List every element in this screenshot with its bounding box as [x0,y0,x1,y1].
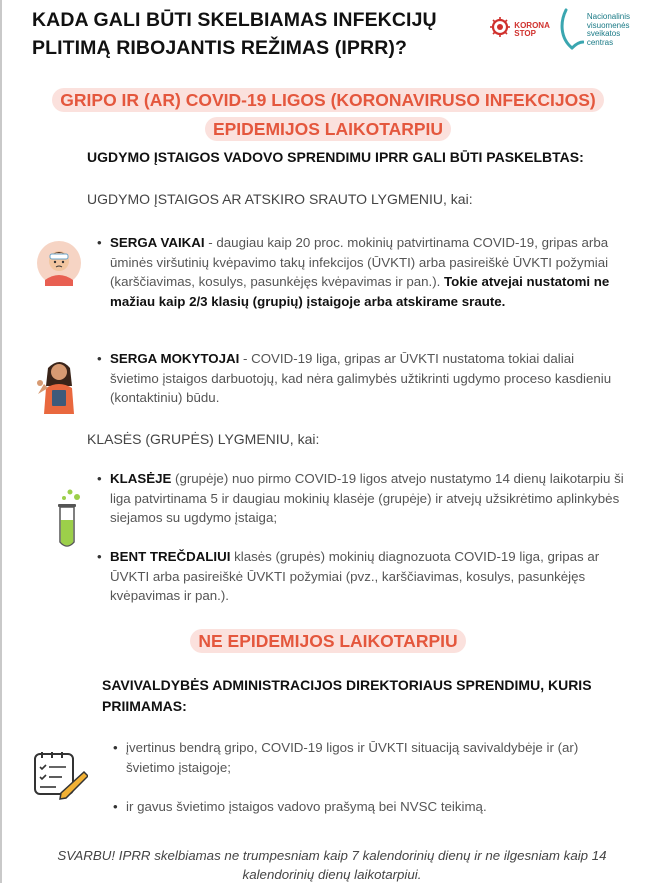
nvsc-logo-line1: Nacionalinis [586,12,630,21]
nvsc-logo [558,8,630,57]
list-item-request-received: • ir gavus švietimo įstaigos vadovo prašymą bei NVSC teikimą. [126,797,626,817]
korona-stop-logo [489,16,550,43]
class-cases-text: (grupėje) nuo pirmo COVID-19 ligos atvejo nustatymo 14 dienų laikotarpiu ši liga patvirtinama 5 ir daugiau mokinių klasėje (grupėje) ir atvejų užsikrėtimo aplinkybės siejamos su ugdymo įstaiga; [110,471,624,525]
section2-heading: SAVIVALDYBĖS ADMINISTRACIJOS DIREKTORIAUS SPRENDIMU, KURIS PRIIMAMAS: [102,677,592,714]
nvsc-logo-icon [558,8,584,57]
list-item-sick-teachers [110,349,625,408]
checklist-icon [32,750,88,805]
korona-logo-line1: KORONA [514,20,550,30]
korona-stop-logo-icon [489,16,511,43]
third-of-class-text: klasės (grupės) mokinių diagnozuota COVID-19 liga, gripas ar ŪVKTI arba pasireiškė ŪVKTI požymiai (pvz., karščiavimas, kosulys, pasunkėjęs kvėpavimas ir pan.). [110,549,600,603]
non-epidemic-period-banner-text: NE EPIDEMIJOS LAIKOTARPIU [190,629,465,653]
class-level-label: KLASĖS (GRUPĖS) LYGMENIU, kai: [87,431,320,447]
epidemic-period-banner-text: GRIPO IR (AR) COVID-19 LIGOS (KORONAVIRUSO INFEKCIJOS) EPIDEMIJOS LAIKOTARPIU [52,88,603,141]
institution-level-label: UGDYMO ĮSTAIGOS AR ATSKIRO SRAUTO LYGMENIU, kai: [87,191,473,207]
epidemic-period-banner [2,86,654,144]
list-item-sick-children [110,233,625,311]
nvsc-logo-line4: centras [586,37,614,47]
section1-heading: UGDYMO ĮSTAIGOS VADOVO SPRENDIMU IPRR GALI BŪTI PASKELBTAS: [87,149,584,165]
logos [489,8,630,57]
nvsc-logo-line2: visuomenės [586,20,630,30]
korona-logo-line2: STOP [514,28,536,38]
page-title: KADA GALI BŪTI SKELBIAMAS INFEKCIJŲ PLITIMĄ RIBOJANTIS REŽIMAS (IPRR)? [32,9,437,59]
list-item-third-of-class [110,547,625,606]
non-epidemic-period-banner [2,627,654,656]
sick-children-text: - daugiau kaip 20 proc. mokinių patvirtinama COVID-19, gripas arba ūminės viršutinių kvėpavimo takų infekcijos (ŪVKTI) arba pasireiškė ŪVKTI požymiai (karščiavimas, kosulys, pasunkėjęs kvėpavimas ir pan.). [110,235,609,289]
sick-children-bold: SERGA VAIKAI [110,235,205,250]
list-item-class-cases [110,469,625,528]
test-tube-icon [50,488,84,557]
class-cases-bold: KLASĖJE [110,471,172,486]
third-of-class-bold: BENT TREČDALIUI [110,549,231,564]
nvsc-logo-line3: sveikatos [586,29,621,38]
sick-child-icon [36,240,82,291]
sick-children-bold-note: Tokie atvejai nustatomi ne mažiau kaip 2/3 klasių (grupių) įstaigoje arba atskirame sraute. [110,274,610,309]
sick-teachers-bold: SERGA MOKYTOJAI [110,351,240,366]
teacher-icon [34,356,84,419]
important-note: SVARBU! IPRR skelbiamas ne trumpesniam kaip 7 kalendorinių dienų ir ne ilgesniam kaip 14 kalendorinių dienų laikotarpiui. [57,848,607,882]
list-item-situation-assessment: • įvertinus bendrą gripo, COVID-19 ligos ir ŪVKTI situaciją savivaldybėje ir (ar) švietimo įstaigoje; [126,738,626,777]
sick-teachers-text: - COVID-19 liga, gripas ar ŪVKTI nustatoma tokiai daliai švietimo įstaigos darbuotojų, kad nėra galimybės užtikrinti ugdymo proceso kasdieniu (kontaktiniu) būdu. [110,351,612,405]
